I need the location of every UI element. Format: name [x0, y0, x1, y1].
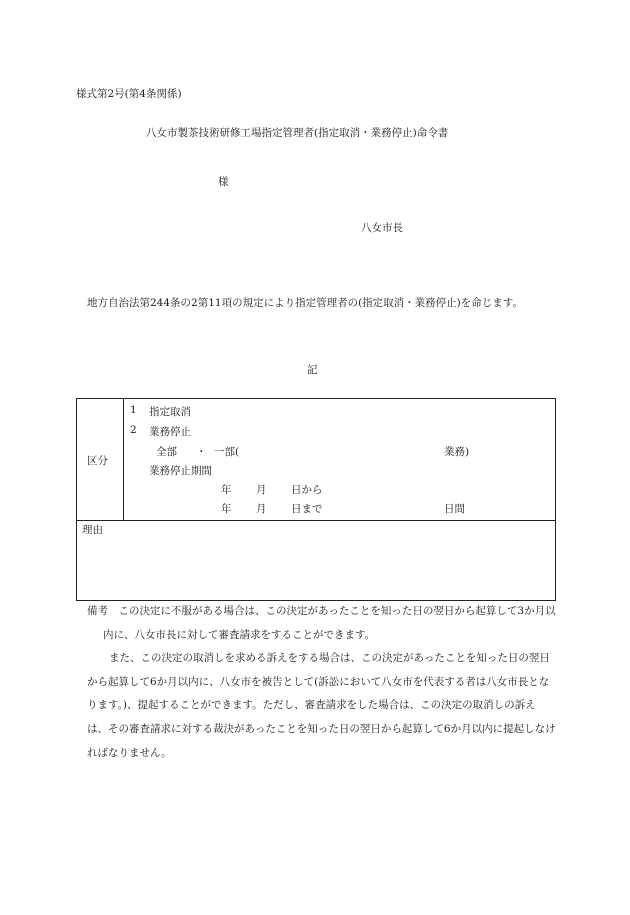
form-number: 様式第2号(第4条関係) — [76, 88, 182, 100]
suspension-partial: 一部( — [214, 446, 240, 458]
days-label: 日間 — [444, 503, 465, 515]
to-month-label: 月 — [256, 503, 267, 515]
option-revocation: 指定取消 — [149, 406, 191, 418]
suspension-period-label: 業務停止期間 — [149, 465, 212, 477]
to-day-label: 日まで — [291, 503, 323, 515]
ki-heading: 記 — [307, 364, 318, 376]
order-details-table — [76, 398, 556, 601]
from-year-label: 年 — [221, 484, 232, 496]
reason-label: 理由 — [82, 524, 103, 536]
suspension-full: 全部 — [156, 446, 177, 458]
option-suspension: 業務停止 — [149, 426, 191, 438]
from-month-label: 月 — [256, 484, 267, 496]
remarks-paragraph-1: 備考 この決定に不服がある場合は、この決定があったことを知った日の翌日から起算して3か月以内に、八女市長に対して審査請求をすることができます。 — [87, 605, 556, 641]
order-body-text: 地方自治法第244条の2第11項の規定により指定管理者の(指定取消・業務停止)を命じます。 — [87, 297, 523, 309]
suspension-partial-suffix: 業務) — [444, 446, 470, 458]
option-1-number: 1 — [130, 404, 137, 416]
remarks-section — [76, 600, 556, 765]
to-year-label: 年 — [221, 503, 232, 515]
option-2-number: 2 — [130, 424, 137, 436]
addressee-suffix: 様 — [218, 176, 229, 188]
separator-dot: ・ — [196, 446, 207, 458]
remarks-paragraph-2: また、この決定の取消しを求める訴えをする場合は、この決定があったことを知った日の翌日から起算して6か月以内に、八女市を被告として(訴訟において八女市を代表する者は八女市長となります。)、提起することができます。ただし、審査請求をした場合は、この決定の取消しの訴えは、その審査請求に対する裁決があったことを知った日の翌日から起算して6か月以内に提起しなければなりません。 — [87, 652, 556, 759]
table-row-divider — [77, 520, 555, 521]
document-title: 八女市製茶技術研修工場指定管理者(指定取消・業務停止)命令書 — [146, 127, 449, 139]
issuer-name: 八女市長 — [361, 222, 403, 234]
from-day-label: 日から — [291, 484, 323, 496]
kubun-cell — [77, 399, 124, 520]
kubun-label: 区分 — [87, 455, 108, 467]
